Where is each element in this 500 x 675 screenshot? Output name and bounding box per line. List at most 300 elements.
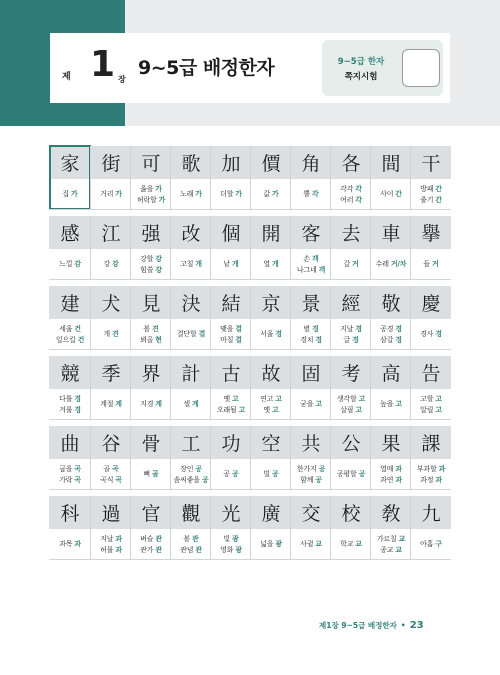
meaning-text: 영화 xyxy=(220,545,236,554)
hanja-meaning xyxy=(411,530,451,559)
meaning-text: 옳을 xyxy=(140,185,156,194)
hanja-meaning xyxy=(171,250,211,279)
sound-text: 관 xyxy=(155,545,162,554)
meaning-line xyxy=(180,189,202,199)
hanja-character: 犬 xyxy=(101,293,121,315)
sound-text: 현 xyxy=(155,335,162,344)
sound-text: 공 xyxy=(358,470,366,479)
footer-bullet: • xyxy=(400,621,406,630)
meaning-line xyxy=(300,335,322,345)
meaning-text: 높을 xyxy=(380,400,396,409)
meaning-text: 공평할 xyxy=(336,470,359,479)
hanja-meaning xyxy=(251,390,291,419)
meaning-line xyxy=(59,259,81,269)
hanja-character: 計 xyxy=(181,363,201,385)
hanja-card xyxy=(90,426,131,489)
row-divider xyxy=(49,419,451,420)
hanja-character: 告 xyxy=(421,363,441,385)
meaning-text: 오래될 xyxy=(216,405,239,414)
hanja-card xyxy=(50,426,90,489)
sound-text: 각 xyxy=(355,195,362,204)
sound-text: 경 xyxy=(395,325,402,334)
hanja-card xyxy=(250,496,291,559)
meaning-line xyxy=(140,545,162,555)
meaning-line xyxy=(223,469,238,479)
hanja-meaning xyxy=(131,320,171,349)
meaning-line xyxy=(100,189,122,199)
hanja-character: 界 xyxy=(141,363,161,385)
meaning-text: 열매 xyxy=(380,465,396,474)
sound-text: 가 xyxy=(71,190,78,199)
hanja-card xyxy=(210,356,251,419)
hanja-card xyxy=(50,286,90,349)
hanja-character: 慶 xyxy=(421,293,441,315)
hanja-card xyxy=(90,146,131,209)
hanja-card xyxy=(330,286,371,349)
sound-text: 결 xyxy=(198,330,206,339)
meaning-text: 방패 xyxy=(420,185,436,194)
hanja-meaning xyxy=(131,180,171,209)
sound-text: 관 xyxy=(155,535,162,544)
sound-text: 공 xyxy=(195,465,202,474)
row-divider xyxy=(49,279,451,280)
meaning-line xyxy=(103,259,118,269)
meaning-text: 관가 xyxy=(140,545,156,554)
meaning-line xyxy=(183,534,198,544)
sound-text: 건 xyxy=(74,325,81,334)
meaning-line xyxy=(263,405,278,415)
sound-text: 개 xyxy=(232,260,239,269)
meaning-text: 힘쓸 xyxy=(140,265,156,274)
hanja-meaning xyxy=(411,460,451,489)
sound-text: 계 xyxy=(155,400,162,409)
hanja-card xyxy=(130,146,171,209)
quiz-label-level: 9~5급 한자 xyxy=(337,57,385,67)
sound-text: 공 xyxy=(318,465,326,474)
hanja-character: 敎 xyxy=(381,503,401,525)
meaning-text: 세울 xyxy=(59,325,75,334)
hanja-meaning xyxy=(91,460,131,489)
meaning-text: 집 xyxy=(62,190,72,199)
meaning-text: 뵈올 xyxy=(140,335,156,344)
hanja-character: 經 xyxy=(341,293,361,315)
hanja-meaning xyxy=(211,180,251,209)
hanja-character: 共 xyxy=(301,433,321,455)
sound-text: 강 xyxy=(155,265,162,274)
hanja-character: 季 xyxy=(101,363,121,385)
hanja-character: 敬 xyxy=(381,293,401,315)
sound-text: 과 xyxy=(74,540,81,549)
meaning-text: 셀 xyxy=(183,400,193,409)
hanja-character: 空 xyxy=(261,433,281,455)
meaning-text: 빌 xyxy=(263,470,273,479)
hanja-meaning xyxy=(291,180,331,209)
hanja-card xyxy=(410,426,451,489)
meaning-text: 사이 xyxy=(380,190,396,199)
meaning-line xyxy=(303,189,318,199)
quiz-checkbox[interactable] xyxy=(402,49,440,87)
hanja-character: 光 xyxy=(221,503,241,525)
sound-text: 가 xyxy=(235,190,242,199)
hanja-card xyxy=(170,426,211,489)
hanja-meaning xyxy=(291,530,331,559)
hanja-character: 九 xyxy=(421,503,441,525)
meaning-line xyxy=(103,464,118,474)
hanja-character: 去 xyxy=(341,223,361,245)
hanja-meaning xyxy=(91,530,131,559)
meaning-line xyxy=(220,324,242,334)
hanja-character: 固 xyxy=(301,363,321,385)
meaning-text: 옛 xyxy=(263,405,273,414)
sound-text: 과 xyxy=(115,545,122,554)
meaning-text: 결단할 xyxy=(176,330,199,339)
hanja-meaning xyxy=(171,180,211,209)
hanja-card xyxy=(370,426,411,489)
sound-text: 곡 xyxy=(112,465,119,474)
hanja-character: 感 xyxy=(60,223,80,245)
sound-text: 공 xyxy=(315,475,322,484)
hanja-card xyxy=(250,286,291,349)
meaning-text: 지경 xyxy=(140,400,156,409)
meaning-line xyxy=(263,469,278,479)
sound-text: 교 xyxy=(355,540,362,549)
hanja-character: 家 xyxy=(60,153,80,175)
meaning-line xyxy=(380,464,402,474)
hanja-card xyxy=(250,216,291,279)
hanja-card xyxy=(410,356,451,419)
hanja-meaning xyxy=(411,390,451,419)
meaning-text: 한가지 xyxy=(296,465,319,474)
meaning-line xyxy=(297,265,325,275)
meaning-text: 과정 xyxy=(420,475,436,484)
meaning-line xyxy=(423,259,438,269)
hanja-meaning xyxy=(91,180,131,209)
hanja-card xyxy=(330,356,371,419)
hanja-meaning xyxy=(331,250,371,279)
meaning-text: 연고 xyxy=(260,395,276,404)
hanja-card xyxy=(330,426,371,489)
hanja-character: 古 xyxy=(221,363,241,385)
hanja-meaning xyxy=(331,320,371,349)
meaning-text: 옛 xyxy=(223,395,233,404)
meaning-text: 값 xyxy=(263,190,273,199)
hanja-character: 街 xyxy=(101,153,121,175)
meaning-line xyxy=(100,534,122,544)
meaning-text: 가락 xyxy=(59,475,75,484)
sound-text: 과 xyxy=(395,465,402,474)
hanja-character: 干 xyxy=(421,153,441,175)
hanja-row xyxy=(49,496,451,559)
meaning-text: 열 xyxy=(263,260,273,269)
hanja-character: 交 xyxy=(301,503,321,525)
meaning-text: 느낄 xyxy=(59,260,75,269)
hanja-character: 谷 xyxy=(101,433,121,455)
meaning-line xyxy=(223,534,238,544)
chapter-number-box xyxy=(84,43,124,93)
hanja-card xyxy=(90,356,131,419)
meaning-text: 볼 xyxy=(143,325,153,334)
meaning-line xyxy=(300,399,322,409)
hanja-meaning xyxy=(251,320,291,349)
hanja-character: 加 xyxy=(221,153,241,175)
meaning-line xyxy=(420,394,442,404)
hanja-character: 競 xyxy=(60,363,80,385)
hanja-card xyxy=(210,496,251,559)
sound-text: 가 xyxy=(158,195,166,204)
sound-text: 공 xyxy=(201,475,209,484)
meaning-text: 나그네 xyxy=(296,265,319,274)
sound-text: 교 xyxy=(315,540,322,549)
hanja-meaning xyxy=(331,460,371,489)
hanja-card xyxy=(90,496,131,559)
hanja-meaning xyxy=(211,390,251,419)
hanja-character: 校 xyxy=(341,503,361,525)
hanja-character: 工 xyxy=(181,433,201,455)
hanja-meaning xyxy=(131,250,171,279)
hanja-card xyxy=(290,286,331,349)
hanja-card xyxy=(170,356,211,419)
hanja-character: 果 xyxy=(381,433,401,455)
meaning-text: 일으킬 xyxy=(55,335,78,344)
hanja-card xyxy=(170,286,211,349)
meaning-line xyxy=(380,335,402,345)
row-divider xyxy=(49,559,451,560)
meaning-line xyxy=(137,195,165,205)
sound-text: 관 xyxy=(192,535,199,544)
hanja-card xyxy=(90,286,131,349)
quiz-box xyxy=(322,40,443,96)
sound-text: 고 xyxy=(232,395,239,404)
meaning-text: 삼갈 xyxy=(380,335,396,344)
sound-text: 고 xyxy=(272,405,279,414)
hanja-card xyxy=(370,286,411,349)
hanja-meaning xyxy=(331,390,371,419)
meaning-text: 장인 xyxy=(180,465,196,474)
sound-text: 결 xyxy=(235,325,242,334)
meaning-text: 노래 xyxy=(180,190,196,199)
sound-text: 계 xyxy=(115,400,122,409)
meaning-line xyxy=(340,195,362,205)
hanja-card xyxy=(330,496,371,559)
hanja-meaning xyxy=(91,250,131,279)
hanja-meaning xyxy=(50,180,90,209)
meaning-line xyxy=(59,405,81,415)
hanja-meaning xyxy=(50,320,90,349)
meaning-text: 사귈 xyxy=(300,540,316,549)
hanja-meaning xyxy=(371,320,411,349)
hanja-meaning xyxy=(411,320,451,349)
hanja-card xyxy=(410,496,451,559)
meaning-text: 과목 xyxy=(59,540,75,549)
meaning-line xyxy=(263,259,278,269)
meaning-line xyxy=(62,189,77,199)
meaning-line xyxy=(140,335,162,345)
meaning-line xyxy=(100,475,122,485)
sound-text: 개 xyxy=(272,260,279,269)
meaning-text: 경치 xyxy=(300,335,316,344)
sound-text: 강 xyxy=(112,260,119,269)
sound-text: 각 xyxy=(355,185,362,194)
meaning-text: 생각할 xyxy=(336,395,359,404)
meaning-line xyxy=(56,335,84,345)
sound-text: 과 xyxy=(435,475,442,484)
hanja-card xyxy=(50,356,90,419)
sound-text: 개 xyxy=(195,260,202,269)
sound-text: 고 xyxy=(395,400,402,409)
hanja-card xyxy=(370,356,411,419)
meaning-line xyxy=(180,545,202,555)
meaning-line xyxy=(380,545,402,555)
hanja-row xyxy=(49,356,451,419)
hanja-card xyxy=(370,146,411,209)
meaning-line xyxy=(377,534,405,544)
hanja-meaning xyxy=(251,250,291,279)
sound-text: 건 xyxy=(77,335,85,344)
sound-text: 고 xyxy=(315,400,322,409)
sound-text: 객 xyxy=(318,265,326,274)
meaning-line xyxy=(220,335,242,345)
hanja-character: 骨 xyxy=(141,433,161,455)
sound-text: 경 xyxy=(395,335,402,344)
sound-text: 거/차 xyxy=(390,260,407,269)
sound-text: 객 xyxy=(312,255,319,264)
meaning-line xyxy=(420,184,442,194)
sound-text: 관 xyxy=(195,545,202,554)
sound-text: 교 xyxy=(395,545,402,554)
page-footer xyxy=(319,620,424,631)
sound-text: 구 xyxy=(435,540,442,549)
sound-text: 견 xyxy=(112,330,119,339)
meaning-text: 다툴 xyxy=(59,395,75,404)
sound-text: 과 xyxy=(438,465,446,474)
sound-text: 각 xyxy=(312,190,319,199)
meaning-line xyxy=(100,545,122,555)
hanja-character: 强 xyxy=(141,223,161,245)
sound-text: 가 xyxy=(155,185,162,194)
hanja-row xyxy=(49,286,451,349)
hanja-meaning xyxy=(91,320,131,349)
meaning-text: 벼슬 xyxy=(140,535,156,544)
meaning-line xyxy=(303,324,318,334)
meaning-text: 공 xyxy=(223,470,233,479)
sound-text: 간 xyxy=(395,190,402,199)
meaning-line xyxy=(180,259,202,269)
hanja-character: 過 xyxy=(101,503,121,525)
meaning-line xyxy=(180,464,202,474)
meaning-text: 종교 xyxy=(380,545,396,554)
sound-text: 가 xyxy=(115,190,122,199)
meaning-line xyxy=(220,189,242,199)
sound-text: 과 xyxy=(395,475,402,484)
meaning-text: 볼 xyxy=(183,535,193,544)
hanja-character: 考 xyxy=(341,363,361,385)
meaning-line xyxy=(177,329,205,339)
meaning-line xyxy=(220,545,242,555)
hanja-meaning xyxy=(291,250,331,279)
hanja-character: 決 xyxy=(181,293,201,315)
hanja-character: 客 xyxy=(301,223,321,245)
hanja-character: 景 xyxy=(301,293,321,315)
meaning-text: 빛 xyxy=(223,535,233,544)
hanja-character: 科 xyxy=(60,503,80,525)
hanja-meaning xyxy=(50,250,90,279)
meaning-text: 뿔 xyxy=(303,190,313,199)
sound-text: 고 xyxy=(358,395,366,404)
hanja-card xyxy=(410,286,451,349)
hanja-card xyxy=(170,216,211,279)
meaning-line xyxy=(300,539,322,549)
sound-text: 곡 xyxy=(74,465,81,474)
hanja-character: 廣 xyxy=(261,503,281,525)
sound-text: 거 xyxy=(432,260,439,269)
hanja-card xyxy=(130,426,171,489)
hanja-character: 見 xyxy=(141,293,161,315)
hanja-meaning xyxy=(291,320,331,349)
hanja-card xyxy=(290,426,331,489)
hanja-meaning xyxy=(211,460,251,489)
hanja-meaning xyxy=(211,250,251,279)
row-divider xyxy=(49,209,451,210)
hanja-meaning xyxy=(211,530,251,559)
hanja-character: 曲 xyxy=(60,433,80,455)
hanja-character: 角 xyxy=(301,153,321,175)
hanja-row xyxy=(49,146,451,209)
hanja-character: 京 xyxy=(261,293,281,315)
meaning-text: 볕 xyxy=(303,325,313,334)
hanja-meaning xyxy=(171,320,211,349)
meaning-line xyxy=(337,394,365,404)
meaning-line xyxy=(343,259,358,269)
hanja-character: 高 xyxy=(381,363,401,385)
sound-text: 고 xyxy=(355,405,362,414)
sound-text: 경 xyxy=(74,395,81,404)
meaning-text: 들 xyxy=(423,260,433,269)
hanja-meaning xyxy=(211,320,251,349)
hanja-card xyxy=(210,426,251,489)
hanja-character: 間 xyxy=(381,153,401,175)
meaning-text: 거리 xyxy=(100,190,116,199)
hanja-card xyxy=(210,286,251,349)
footer-chapter-title: 제1장 9~5급 배정한자 xyxy=(319,621,397,630)
meaning-line xyxy=(183,399,198,409)
row-divider xyxy=(49,349,451,350)
sound-text: 경 xyxy=(74,405,81,414)
chapter-suffix: 장 xyxy=(118,75,126,84)
hanja-meaning xyxy=(50,530,90,559)
meaning-line xyxy=(59,324,81,334)
meaning-line xyxy=(59,394,81,404)
meaning-text: 살필 xyxy=(340,405,356,414)
sound-text: 광 xyxy=(232,535,239,544)
meaning-text: 경사 xyxy=(420,330,436,339)
meaning-text: 더할 xyxy=(220,190,236,199)
meaning-text: 가르칠 xyxy=(376,535,399,544)
hanja-meaning xyxy=(371,180,411,209)
meaning-line xyxy=(417,464,445,474)
meaning-text: 함께 xyxy=(300,475,316,484)
meaning-line xyxy=(380,324,402,334)
hanja-meaning xyxy=(131,460,171,489)
sound-text: 가 xyxy=(272,190,279,199)
hanja-character: 價 xyxy=(261,153,281,175)
meaning-text: 학교 xyxy=(340,540,356,549)
hanja-card xyxy=(90,216,131,279)
meaning-text: 허물 xyxy=(100,545,116,554)
hanja-meaning xyxy=(251,530,291,559)
meaning-line xyxy=(420,475,442,485)
quiz-label-test: 쪽지시험 xyxy=(344,72,378,82)
meaning-line xyxy=(174,475,209,485)
